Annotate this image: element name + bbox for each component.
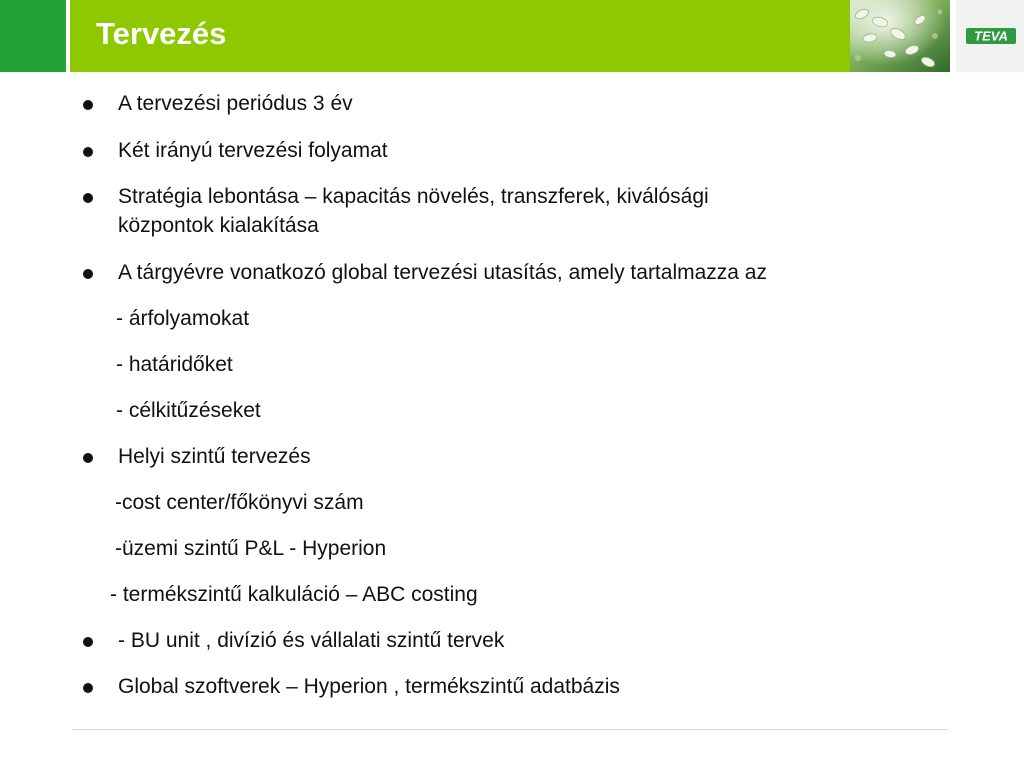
bullet-dot (83, 100, 93, 110)
bullet-dot (83, 269, 93, 279)
bullet-item-text: Stratégia lebontása – kapacitás növelés, transzferek, kiválósági (118, 185, 709, 208)
bullet-dot (83, 193, 93, 203)
bullet-item-text: A tárgyévre vonatkozó global tervezési utasítás, amely tartalmazza az (118, 261, 767, 284)
bullet-dot (83, 453, 93, 463)
slide-title: Tervezés (96, 16, 227, 51)
sub-item-text: - határidőket (116, 353, 233, 376)
bullet-item-text: Két irányú tervezési folyamat (118, 139, 388, 162)
bullet-dot (83, 147, 93, 157)
bullet-dot (83, 683, 93, 693)
sub-item-text: - árfolyamokat (116, 307, 250, 330)
svg-text:TEVA: TEVA (974, 28, 1008, 44)
bullet-dot (83, 637, 93, 647)
bullet-item-text: - BU unit , divízió és vállalati szintű tervek (118, 629, 505, 652)
footer-divider (72, 729, 948, 730)
bullet-item-text: Helyi szintű tervezés (118, 445, 311, 468)
bullet-item-text: Global szoftverek – Hyperion , termékszintű adatbázis (118, 675, 620, 698)
sub-item-text: - termékszintű kalkuláció – ABC costing (110, 583, 478, 606)
bullet-item-text: A tervezési periódus 3 év (118, 92, 353, 115)
bullet-continuation-text: központok kialakítása (118, 214, 319, 237)
sub-item-text: -üzemi szintű P&L - Hyperion (115, 537, 387, 560)
sub-item-text: - célkitűzéseket (116, 399, 261, 422)
sub-item-text: -cost center/főkönyvi szám (115, 491, 364, 514)
